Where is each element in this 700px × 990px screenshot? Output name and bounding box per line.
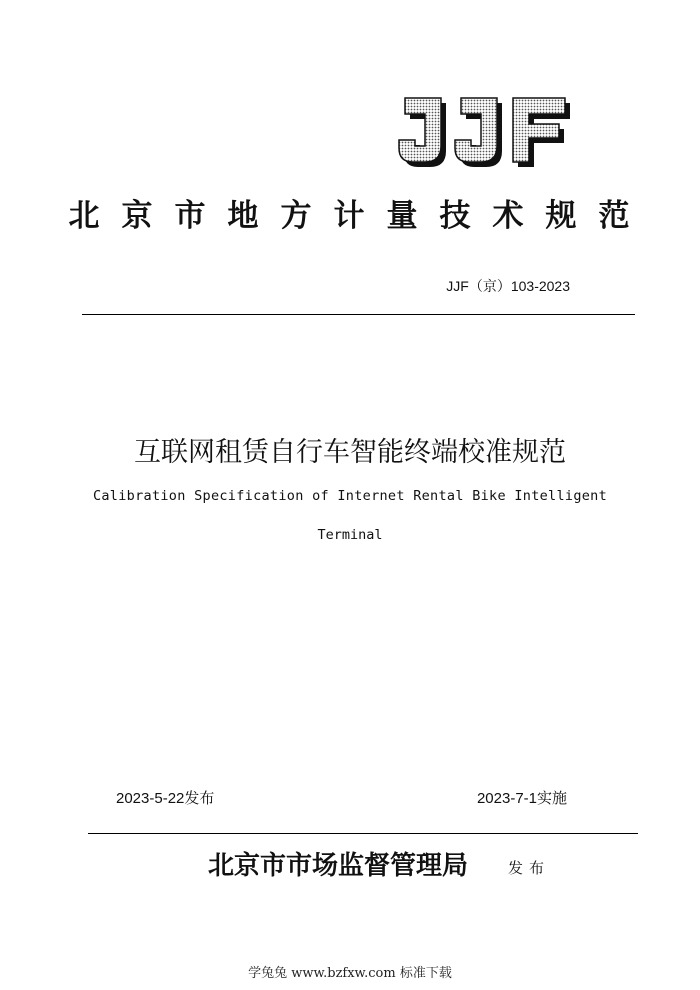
footer-watermark: 学兔兔 www.bzfxw.com 标准下载 [248,966,452,981]
implementation-date: 2023-7-1实施 [476,790,567,807]
jjf-logo [395,96,573,170]
issuer-name: 北京市市场监督管理局 [208,851,469,881]
title-english-line1: Calibration Specification of Internet Rental Bike Intelligent [92,488,608,504]
bottom-divider [88,833,638,834]
title-chinese: 互联网租赁自行车智能终端校准规范 [134,437,566,468]
series-title: 北京市地方计量技术规范 [68,198,652,234]
issue-date: 2023-5-22发布 [116,790,215,807]
title-english-line2: Terminal [317,527,383,543]
standard-code: JJF（京）103-2023 [446,278,570,294]
top-divider [82,314,635,315]
issuer-suffix: 发布 [508,859,551,877]
